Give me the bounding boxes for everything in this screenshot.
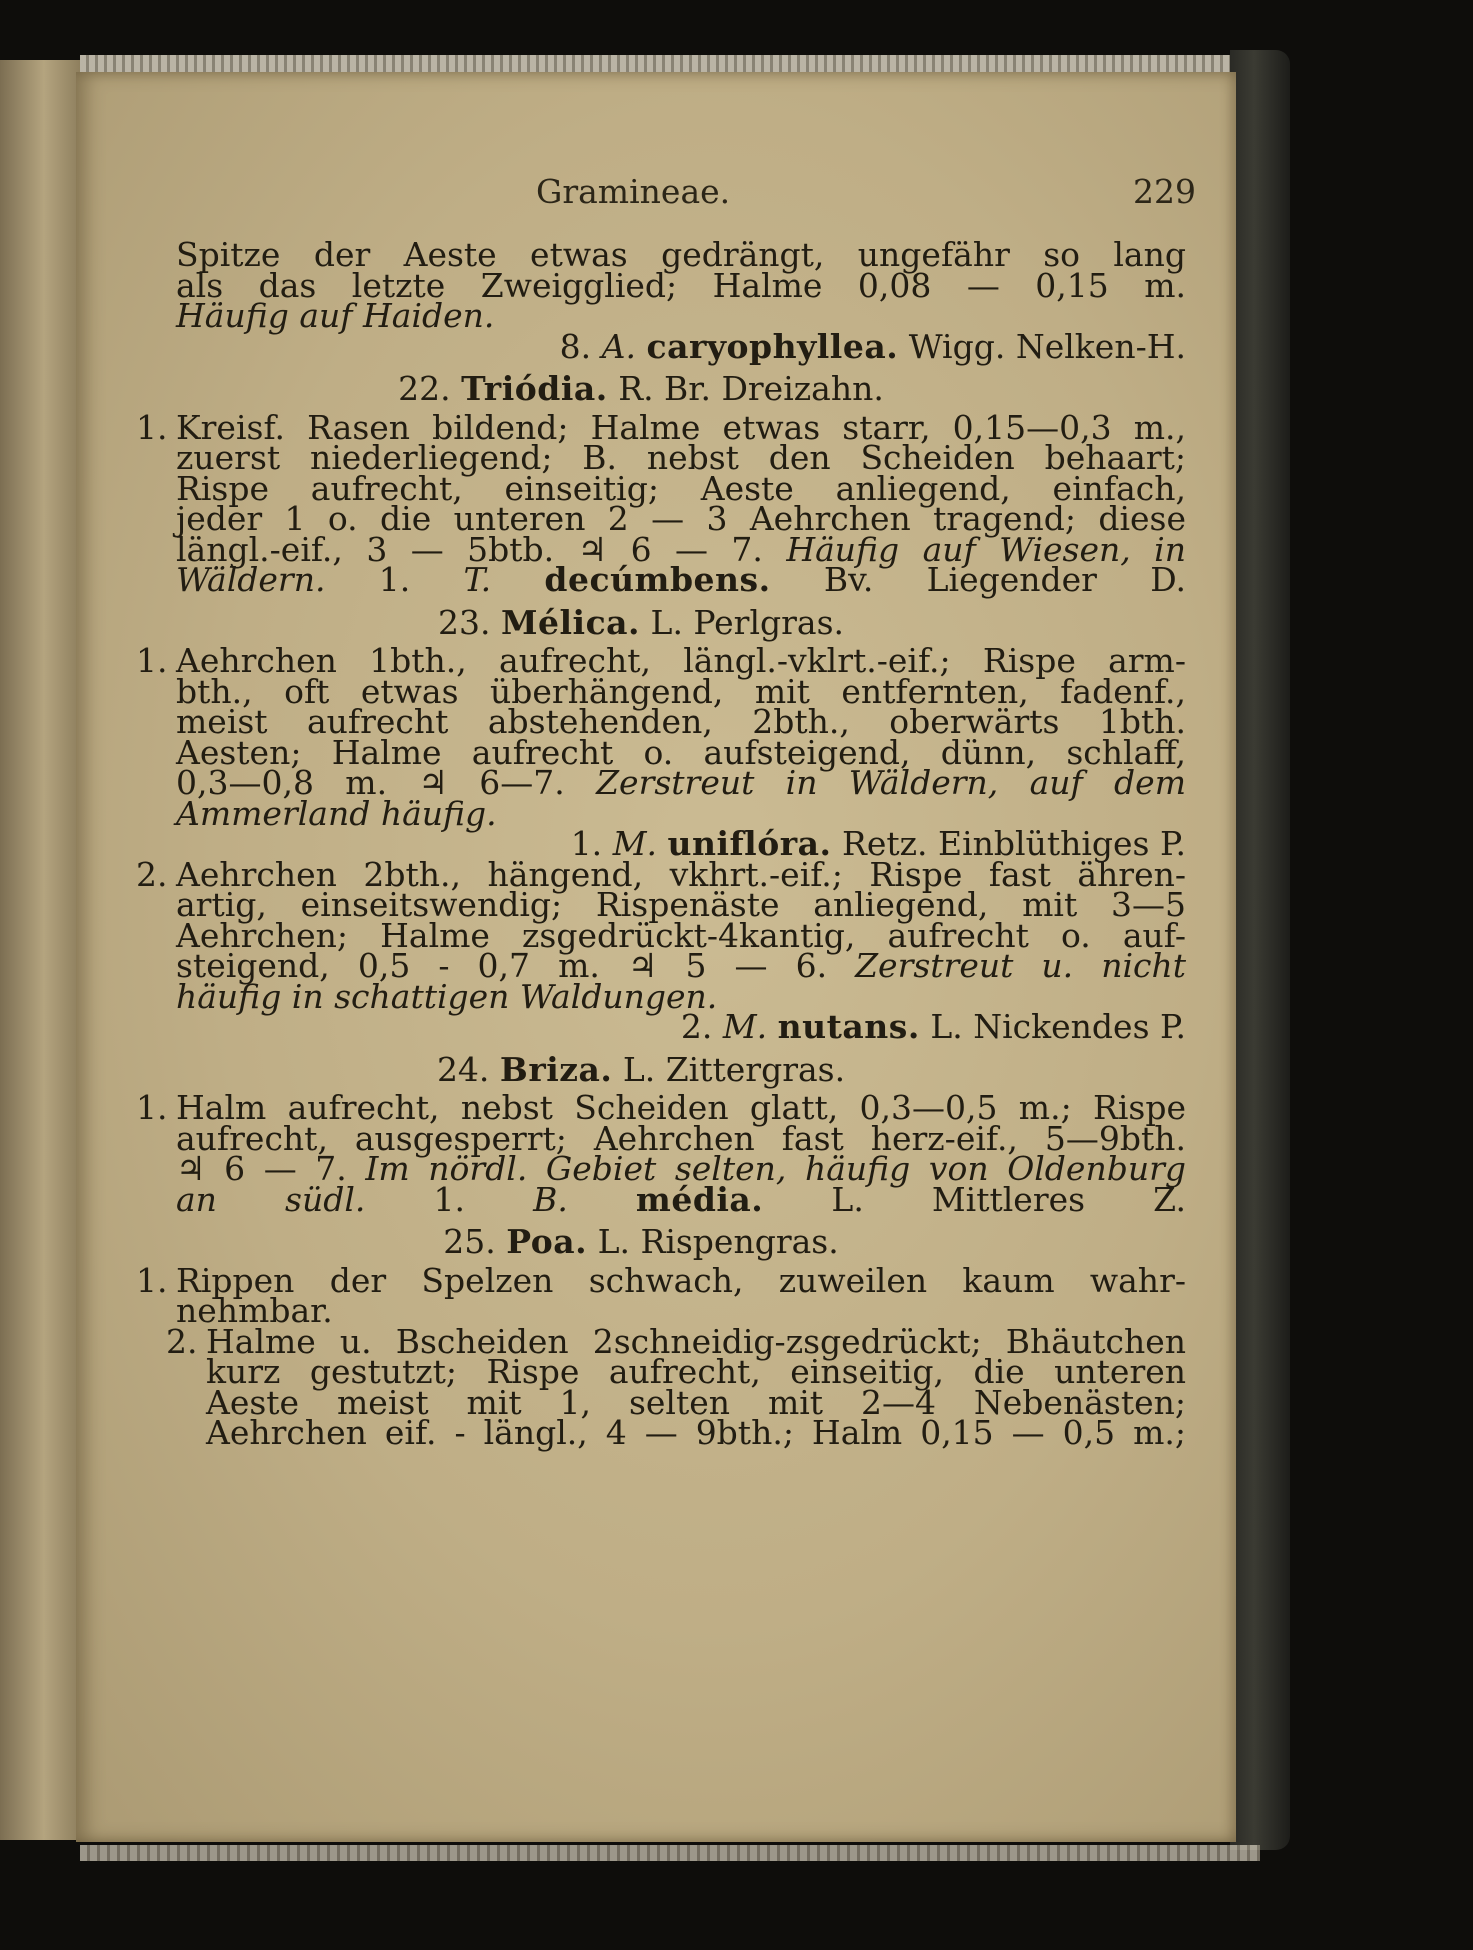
key-number: 1. — [136, 1260, 168, 1300]
species-author: Wigg. Nelken-H. — [908, 326, 1186, 366]
genus-abbrev: A. — [601, 326, 636, 366]
text-line: aufrecht, ausgesperrt; Aehrchen fast herz-eif., 5—9bth. — [176, 1118, 1186, 1158]
text-span: Rippen der Spelzen schwach, zuweilen kaum wahr- — [176, 1260, 1186, 1300]
genus-abbrev: B. — [533, 1179, 568, 1219]
text-span: Halme u. Bscheiden 2schneidig-zsgedrückt; Bhäutchen — [206, 1321, 1186, 1361]
text-line: häufig in schattigen Waldungen. — [176, 976, 718, 1016]
text-span: Kreisf. Rasen bildend; Halme etwas starr, 0,15—0,3 m., — [176, 407, 1186, 447]
genus-abbrev: T. — [463, 560, 492, 599]
genus-number: 25. — [443, 1222, 496, 1261]
species-number: 1. — [378, 560, 411, 599]
text-line: Aeste meist mit 1, selten mit 2—4 Nebenästen; — [206, 1382, 1186, 1422]
genus-heading — [176, 602, 1186, 642]
species-line — [176, 326, 1186, 366]
text-line: als das letzte Zweigglied; Halme 0,08 — 0,15 m. — [176, 265, 1186, 305]
genus-abbrev: M. — [722, 1007, 768, 1046]
species-number: 2. — [680, 1007, 713, 1046]
text-span: Halm aufrecht, nebst Scheiden glatt, 0,3—0,5 m.; Rispe — [176, 1088, 1186, 1127]
text-line: Spitze der Aeste etwas gedrängt, ungefähr so lang — [176, 235, 1186, 274]
species-name: caryophyllea. — [646, 326, 899, 366]
species-author: L. Mittleres Z. — [831, 1179, 1187, 1219]
genus-author: L. Perlgras. — [650, 602, 845, 642]
species-author: L. Nickendes P. — [930, 1007, 1186, 1046]
text-span: Aehrchen 1bth., aufrecht, längl.-vklrt.-eif.; Rispe arm- — [176, 641, 1186, 680]
text-line: kurz gestutzt; Rispe aufrecht, einseitig, die unteren — [206, 1352, 1186, 1391]
page-header — [76, 172, 1236, 228]
genus-author: L. Zittergras. — [622, 1049, 846, 1089]
text-span: Aehrchen 2bth., hängend, vkhrt.-eif.; Rispe fast ähren- — [176, 854, 1186, 894]
species-name: uniflóra. — [667, 824, 832, 863]
genus-name: Mélica. — [500, 602, 641, 642]
genus-name: Poa. — [506, 1222, 588, 1261]
species-number: 8. — [559, 326, 592, 366]
book-cover-edge — [1230, 50, 1290, 1850]
genus-heading — [176, 369, 1186, 408]
habitat-note: Zerstreut u. nicht — [855, 946, 1186, 985]
habitat-note: Zerstreut in Wäldern, auf dem — [596, 763, 1186, 802]
key-number: 1. — [136, 407, 168, 447]
habitat-note: Wäldern. — [176, 560, 326, 599]
genus-name: Triódia. — [461, 369, 608, 408]
text-line: meist aufrecht abstehenden, 2bth., oberwärts 1bth. — [176, 702, 1186, 741]
genus-heading — [176, 1222, 1186, 1261]
species-entry — [379, 560, 1186, 599]
text-line: bth., oft etwas überhängend, mit entfernten, fadenf., — [176, 671, 1186, 711]
key-number: 2. — [136, 854, 168, 894]
species-number: 1. — [570, 824, 603, 863]
text-line: Aehrchen; Halme zsgedrückt-4kantig, aufrecht o. auf- — [176, 915, 1186, 955]
text-line: artig, einseitswendig; Rispenäste anliegend, mit 3—5 — [176, 885, 1186, 924]
text-line: Ammerland häufig. — [176, 793, 497, 833]
genus-number: 24. — [436, 1049, 490, 1089]
habitat-note: an südl. — [176, 1179, 366, 1219]
text-line: Rispe aufrecht, einseitig; Aeste anliegend, einfach, — [176, 468, 1186, 508]
text-line: nehmbar. — [176, 1291, 333, 1330]
left-page-edge — [0, 60, 80, 1840]
genus-author: L. Rispengras. — [597, 1222, 839, 1261]
species-number: 1. — [433, 1179, 465, 1219]
genus-number: 23. — [437, 602, 491, 642]
species-author: Retz. Einblüthiges P. — [842, 824, 1186, 863]
species-name: nutans. — [777, 1007, 920, 1046]
habitat-note: Im nördl. Gebiet selten, häufig von Oldenburg — [365, 1149, 1186, 1188]
page-stack-bottom — [80, 1845, 1260, 1861]
species-entry — [433, 1180, 1186, 1219]
genus-number: 22. — [398, 369, 451, 408]
text-line: Aehrchen eif. - längl., 4 — 9bth.; Halm 0,15 — 0,5 m.; — [206, 1413, 1186, 1452]
page-body — [136, 235, 1187, 1452]
text-span: 0,3—0,8 m. ♃ 6—7. — [176, 763, 565, 802]
genus-heading — [176, 1049, 1186, 1089]
key-number: 1. — [136, 641, 168, 680]
book-page — [76, 72, 1236, 1842]
page-number: 229 — [1133, 172, 1196, 211]
key-number: 1. — [136, 1088, 168, 1127]
text-line: jeder 1 o. die unteren 2 — 3 Aehrchen tragend; diese — [176, 499, 1186, 538]
text-line: zuerst niederliegend; B. nebst den Scheiden behaart; — [176, 438, 1186, 477]
habitat-note: Häufig auf Wiesen, in — [786, 529, 1186, 569]
species-name: média. — [635, 1179, 764, 1219]
running-title: Gramineae. — [536, 172, 731, 211]
species-author: Bv. Liegender D. — [823, 560, 1186, 599]
species-line — [176, 1179, 1187, 1219]
text-line: Häufig auf Haiden. — [176, 296, 495, 335]
text-line: Aesten; Halme aufrecht o. aufsteigend, dünn, schlaff, — [176, 732, 1186, 772]
text-span: ♃ 6 — 7. — [176, 1149, 347, 1188]
text-span: längl.-eif., 3 — 5btb. ♃ 6 — 7. — [176, 529, 763, 569]
text-span: steigend, 0,5 - 0,7 m. ♃ 5 — 6. — [176, 946, 828, 985]
species-name: decúmbens. — [544, 560, 771, 599]
species-line — [176, 1007, 1186, 1046]
genus-author: R. Br. Dreizahn. — [618, 369, 884, 408]
species-line — [176, 560, 1186, 599]
genus-name: Briza. — [499, 1049, 613, 1089]
genus-abbrev: M. — [612, 824, 657, 863]
key-number: 2. — [166, 1321, 198, 1361]
